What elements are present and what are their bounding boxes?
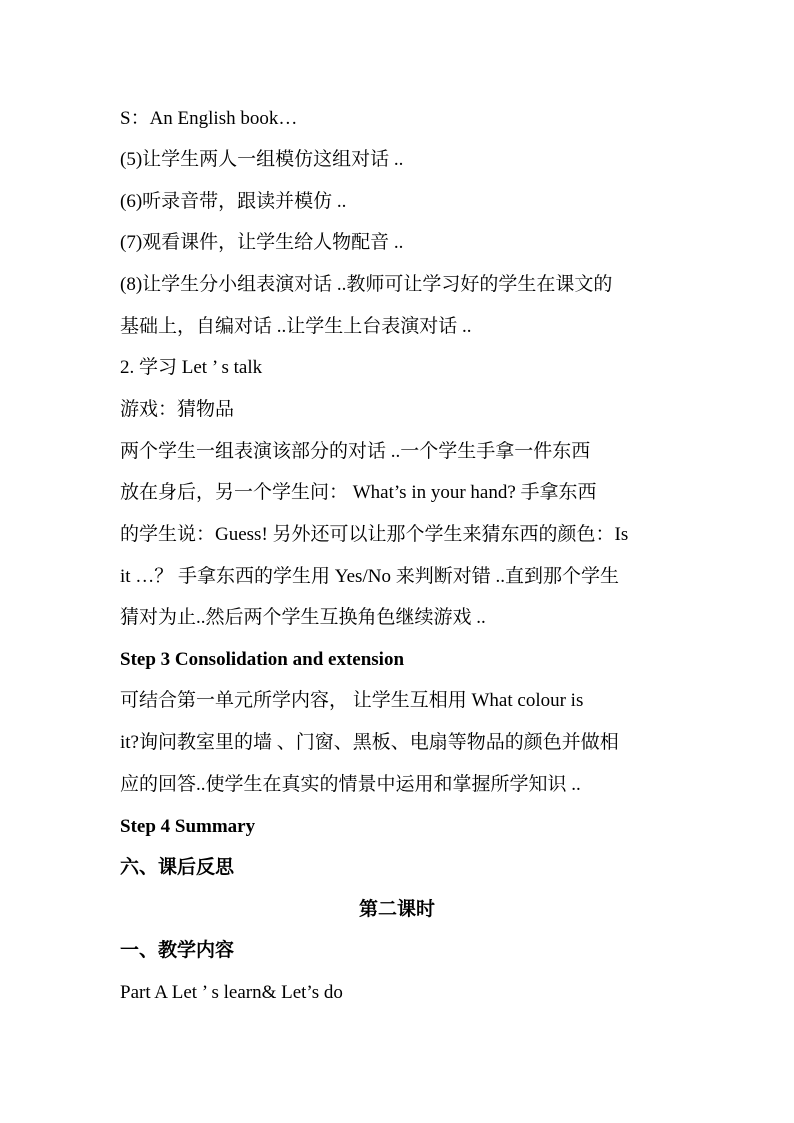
step-4-heading: Step 4 Summary	[120, 816, 256, 837]
section-lets-talk: 2. 学习 Let ’ s talk	[120, 357, 263, 378]
teaching-content-heading: 一、教学内容	[120, 940, 235, 961]
game-paragraph-line-3: 的学生说：Guess! 另外还可以让那个学生来猜东西的颜色：Is	[120, 524, 629, 545]
consolidation-paragraph-line-1: 可结合第一单元所学内容， 让学生互相用 What colour is	[120, 690, 584, 711]
lesson-two-title: 第二课时	[358, 899, 435, 920]
step-item-8: (8)让学生分小组表演对话 ..教师可让学习好的学生在课文的	[120, 274, 613, 295]
step-item-7: (7)观看课件，让学生给人物配音 ..	[120, 232, 404, 253]
step-3-heading: Step 3 Consolidation and extension	[120, 649, 405, 670]
game-paragraph-line-4: it …？ 手拿东西的学生用 Yes/No 来判断对错 ..直到那个学生	[120, 566, 619, 587]
step-item-6: (6)听录音带，跟读并模仿 ..	[120, 191, 347, 212]
consolidation-paragraph-line-2: it?询问教室里的墙 、门窗、黑板、电扇等物品的颜色并做相	[120, 732, 619, 753]
reflection-heading: 六、课后反思	[120, 857, 235, 878]
consolidation-paragraph-line-3: 应的回答..使学生在真实的情景中运用和掌握所学知识 ..	[120, 774, 581, 795]
game-paragraph-line-5: 猜对为止..然后两个学生互换角色继续游戏 ..	[120, 607, 486, 628]
step-item-8-continued: 基础上，自编对话 ..让学生上台表演对话 ..	[120, 316, 472, 337]
game-paragraph-line-2: 放在身后，另一个学生问： What’s in your hand? 手拿东西	[120, 482, 597, 503]
game-title: 游戏：猜物品	[120, 399, 235, 420]
part-a-line: Part A Let ’ s learn& Let’s do	[120, 982, 343, 1003]
step-item-5: (5)让学生两人一组模仿这组对话 ..	[120, 149, 404, 170]
dialogue-line: S：An English book…	[120, 108, 298, 129]
game-paragraph-line-1: 两个学生一组表演该部分的对话 ..一个学生手拿一件东西	[120, 441, 591, 462]
